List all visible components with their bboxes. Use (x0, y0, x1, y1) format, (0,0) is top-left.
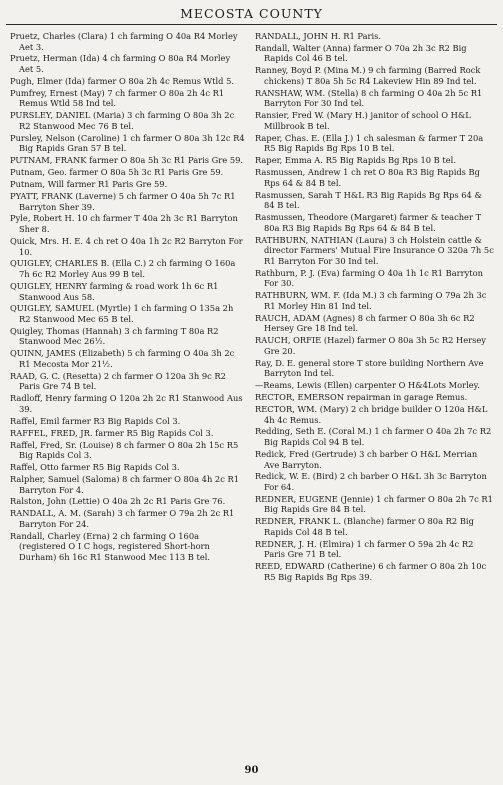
directory-entry: RAUCH, ORFIE (Hazel) farmer O 80a 3h 5c R2 Hersey Gre 20. (255, 335, 486, 356)
directory-entry: QUINN, JAMES (Elizabeth) 5 ch farming O 40a 3h 2c R1 Mecosta Mor 21½. (10, 348, 235, 369)
directory-entry: PUTNAM, FRANK farmer O 80a 5h 3c R1 Paris Gre 59. (10, 155, 244, 166)
directory-entry: RATHBURN, NATHIAN (Laura) 3 ch Holstein cattle & director Farmers' Mutual Fire Insurance O 320a 7h 5c R1 Barryton For 30 Ind tel. (255, 234, 494, 266)
directory-entry: RAAD, G. C. (Resetta) 2 ch farmer O 120a 3h 9c R2 Paris Gre 74 B tel. (10, 370, 226, 392)
directory-entry: Quigley, Thomas (Hannah) 3 ch farming T 80a R2 Stanwood Mec 26½. (10, 325, 219, 347)
page-title: MECOSTA COUNTY (6, 4, 497, 25)
directory-entry: Randall, Walter (Anna) farmer O 70a 2h 3c R2 Big Rapids Col 46 B tel. (255, 42, 467, 64)
directory-entry: Ralston, John (Lettie) O 40a 2h 2c R1 Paris Gre 76. (10, 496, 226, 507)
directory-entry: RANDALL, A. M. (Sarah) 3 ch farmer O 79a 2h 2c R1 Barryton For 24. (10, 508, 235, 529)
directory-entry: Ralpher, Samuel (Saloma) 8 ch farmer O 80a 4h 2c R1 Barryton For 4. (10, 473, 240, 495)
directory-entry: PURSLEY, DANIEL (Maria) 3 ch farming O 80a 3h 2c R2 Stanwood Mec 76 B tel. (10, 110, 235, 131)
directory-entry: Redick, Fred (Gertrude) 3 ch barber O H&L Merrian Ave Barryton. (255, 448, 478, 470)
directory-entry: RECTOR, WM. (Mary) 2 ch bridge builder O 120a H&L 4h 4c Remus. (255, 403, 488, 425)
directory-entry: Rasmussen, Sarah T H&L R3 Big Rapids Bg Rps 64 & 84 B tel. (255, 189, 482, 211)
directory-entry: Radloff, Henry farming O 120a 2h 2c R1 Stanwood Aus 39. (10, 393, 243, 414)
directory-entry: Raffel, Emil farmer R3 Big Rapids Col 3. (10, 415, 181, 426)
directory-entry: Pruetz, Charles (Clara) 1 ch farming O 40a R4 Morley Aet 3. (10, 31, 238, 52)
directory-entry: RECTOR, EMERSON repairman in garage Remus. (255, 392, 468, 403)
directory-entry: Raper, Chas. E. (Ella J.) 1 ch salesman & farmer T 20a R5 Big Rapids Bg Rps 10 B tel. (255, 132, 484, 154)
directory-entry: Pumfrey, Ernest (May) 7 ch farmer O 80a 2h 4c R1 Remus Wtld 58 Ind tel. (10, 87, 225, 109)
directory-entry: PYATT, FRANK (Laverne) 5 ch farmer O 40a 5h 7c R1 Barryton Sher 39. (10, 190, 236, 212)
page-number: 90 (244, 765, 259, 776)
directory-entry: Pruetz, Herman (Ida) 4 ch farming O 80a R4 Morley Aet 5. (10, 53, 231, 75)
directory-entry: QUIGLEY, HENRY farming & road work 1h 6c R1 Stanwood Aus 58. (10, 280, 219, 302)
directory-entry: Putnam, Will farmer R1 Paris Gre 59. (10, 179, 168, 190)
directory-entry: RAUCH, ADAM (Agnes) 8 ch farmer O 80a 3h 6c R2 Hersey Gre 18 Ind tel. (255, 312, 475, 334)
directory-entry: Redding, Seth E. (Coral M.) 1 ch farmer O 40a 2h 7c R2 Big Rapids Col 94 B tel. (255, 426, 492, 448)
directory-entry: Raffel, Fred, Sr. (Louise) 8 ch farmer O 80a 2h 15c R5 Big Rapids Col 3. (10, 439, 239, 461)
directory-entry: Randall, Charley (Erna) 2 ch farming O 160a (registered O I C hogs, registered Short-horn Durham) 6h 16c R1 Stanwood Mec 113 B tel. (10, 530, 211, 563)
directory-entry: REED, EDWARD (Catherine) 6 ch farmer O 80a 2h 10c R5 Big Rapids Bg Rps 39. (255, 561, 487, 582)
directory-entry: Ray, D. E. general store T store building Northern Ave Barryton Ind tel. (255, 357, 484, 379)
directory-entry: Quick, Mrs. H. E. 4 ch ret O 40a 1h 2c R2 Barryton For 10. (10, 235, 243, 257)
directory-entry: RAFFEL, FRED, JR. farmer R5 Big Rapids Col 3. (10, 427, 214, 438)
directory-entry: Putnam, Geo. farmer O 80a 5h 3c R1 Paris Gre 59. (10, 167, 224, 178)
directory-entry: Pursley, Nelson (Caroline) 1 ch farmer O 80a 3h 12c R4 Big Rapids Gran 57 B tel. (10, 132, 245, 154)
directory-entry: Rathburn, P. J. (Eva) farming O 40a 1h 1c R1 Barryton For 30. (255, 267, 483, 289)
directory-entry: Rasmussen, Theodore (Margaret) farmer & teacher T 80a R3 Big Rapids Bg Rps 64 & 84 B tel. (255, 212, 482, 233)
directory-entry: REDNER, J. H. (Elmira) 1 ch farmer O 59a 2h 4c R2 Paris Gre 71 B tel. (255, 538, 474, 560)
directory-entry: Raffel, Otto farmer R5 Big Rapids Col 3. (10, 462, 180, 473)
directory-entry: REDNER, EUGENE (Jennie) 1 ch farmer O 80a 2h 7c R1 Big Rapids Gre 84 B tel. (255, 493, 493, 515)
directory-entry: Raper, Emma A. R5 Big Rapids Bg Rps 10 B tel. (255, 155, 456, 166)
directory-entry: Pyle, Robert H. 10 ch farmer T 40a 2h 3c R1 Barryton Sher 8. (10, 213, 238, 235)
directory-entry: QUIGLEY, SAMUEL (Myrtle) 1 ch farming O 135a 2h R2 Stanwood Mec 65 B tel. (10, 303, 234, 324)
directory-entry: Rasmussen, Andrew 1 ch ret O 80a R3 Big Rapids Bg Rps 64 & 84 B tel. (255, 167, 480, 188)
directory-entry: REDNER, FRANK L. (Blanche) farmer O 80a R2 Big Rapids Col 48 B tel. (255, 516, 474, 537)
directory-entry: Redick, W. E. (Bird) 2 ch barber O H&L 3h 3c Barryton For 64. (255, 471, 487, 492)
directory-entry: RANSHAW, WM. (Stella) 8 ch farming O 40a 2h 5c R1 Barryton For 30 Ind tel. (255, 87, 483, 109)
directory-entry: RATHBURN, WM. F. (Ida M.) 3 ch farming O 79a 2h 3c R1 Morley Hin 81 Ind tel. (255, 290, 487, 311)
directory-entry: —Reams, Lewis (Ellen) carpenter O H&4Lots Morley. (255, 380, 480, 391)
right-column (255, 31, 495, 584)
directory-entry: RANDALL, JOHN H. R1 Paris. (255, 31, 382, 41)
directory-entry: Ranney, Boyd P. (Mina M.) 9 ch farming (Barred Rock chickens) T 80a 5h 5c R4 Lakeview Hin 89 Ind tel. (255, 65, 481, 86)
left-column (10, 31, 246, 564)
directory-entry: Ransier, Fred W. (Mary H.) janitor of school O H&L Millbrook B tel. (255, 110, 471, 131)
directory-entry: Pugh, Elmer (Ida) farmer O 80a 2h 4c Remus Wtld 5. (10, 75, 235, 86)
directory-entry: QUIGLEY, CHARLES B. (Ella C.) 2 ch farming O 160a 7h 6c R2 Morley Aus 99 B tel. (10, 258, 236, 280)
